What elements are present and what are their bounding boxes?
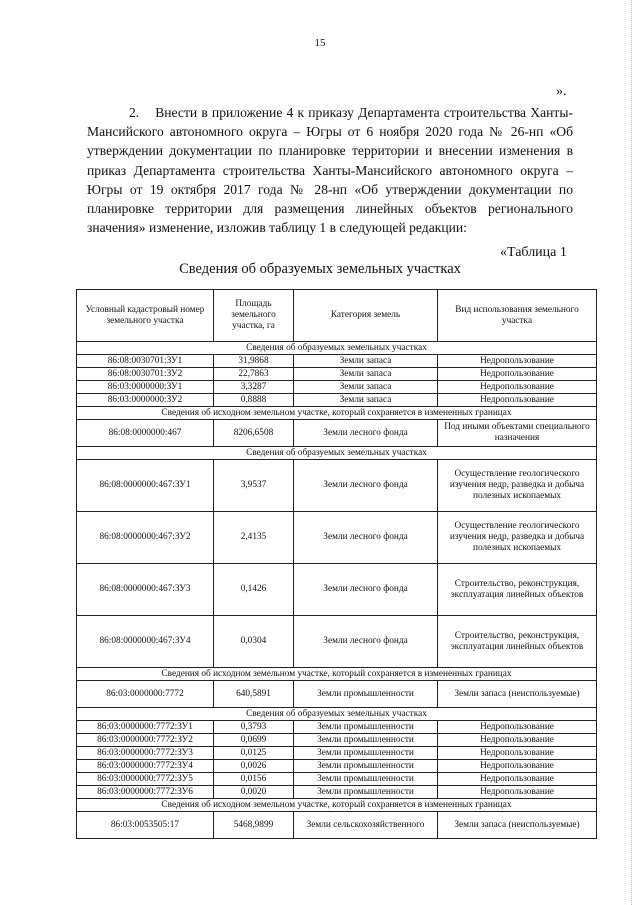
cell-cadastral-number: 86:08:0000000:467:ЗУ3 <box>77 564 214 616</box>
cell-land-category: Земли промышленности <box>294 734 438 747</box>
table-body <box>77 342 597 839</box>
header-area: Площадь земельного участка, га <box>214 290 294 342</box>
section-title: Сведения об исходном земельном участке, который сохраняется в измененных границах <box>77 799 597 812</box>
table-title: Сведения об образуемых земельных участках <box>179 261 461 277</box>
table-label: «Таблица 1 <box>500 245 567 260</box>
cell-cadastral-number: 86:03:0000000:7772:ЗУ5 <box>77 773 214 786</box>
cell-land-use: Осуществление геологического изучения недр, разведка и добыча полезных ископаемых <box>438 460 597 512</box>
cell-land-category: Земли лесного фонда <box>294 512 438 564</box>
cell-area: 31,9868 <box>214 355 294 368</box>
cell-area: 8206,6508 <box>214 420 294 447</box>
table-row <box>77 734 597 747</box>
cell-area: 0,3793 <box>214 721 294 734</box>
table-row <box>77 616 597 668</box>
cell-area: 22,7863 <box>214 368 294 381</box>
cell-land-category: Земли запаса <box>294 381 438 394</box>
cell-land-use: Осуществление геологического изучения недр, разведка и добыча полезных ископаемых <box>438 512 597 564</box>
cell-cadastral-number: 86:08:0000000:467:ЗУ1 <box>77 460 214 512</box>
land-plots-table-container <box>76 289 596 839</box>
table-row <box>77 721 597 734</box>
cell-land-category: Земли промышленности <box>294 681 438 708</box>
section-title: Сведения об образуемых земельных участках <box>77 342 597 355</box>
cell-land-use: Строительство, реконструкция, эксплуатация линейных объектов <box>438 616 597 668</box>
section-title: Сведения об исходном земельном участке, который сохраняется в измененных границах <box>77 407 597 420</box>
section-title: Сведения об образуемых земельных участках <box>77 708 597 721</box>
body-paragraph <box>87 103 573 237</box>
table-row <box>77 681 597 708</box>
cell-land-use: Земли запаса (неиспользуемые) <box>438 681 597 708</box>
cell-area: 5468,9899 <box>214 812 294 839</box>
cell-area: 640,5891 <box>214 681 294 708</box>
table-row <box>77 812 597 839</box>
cell-land-use: Недропользование <box>438 734 597 747</box>
table-row <box>77 564 597 616</box>
cell-cadastral-number: 86:03:0000000:7772:ЗУ3 <box>77 747 214 760</box>
cell-land-category: Земли запаса <box>294 368 438 381</box>
cell-land-use: Под иными объектами специального назначения <box>438 420 597 447</box>
cell-land-use: Строительство, реконструкция, эксплуатация линейных объектов <box>438 564 597 616</box>
cell-land-category: Земли запаса <box>294 355 438 368</box>
table-row <box>77 381 597 394</box>
cell-cadastral-number: 86:03:0000000:7772:ЗУ2 <box>77 734 214 747</box>
table-row <box>77 394 597 407</box>
cell-cadastral-number: 86:03:0000000:7772 <box>77 681 214 708</box>
page-edge-line <box>630 0 632 905</box>
cell-land-category: Земли лесного фонда <box>294 460 438 512</box>
cell-cadastral-number: 86:03:0000000:7772:ЗУ4 <box>77 760 214 773</box>
section-header-row <box>77 447 597 460</box>
cell-area: 0,0699 <box>214 734 294 747</box>
paragraph-number: 2. <box>129 105 140 120</box>
cell-area: 0,0125 <box>214 747 294 760</box>
cell-cadastral-number: 86:08:0030701:ЗУ2 <box>77 368 214 381</box>
table-row <box>77 512 597 564</box>
cell-land-use: Недропользование <box>438 747 597 760</box>
cell-area: 0,0304 <box>214 616 294 668</box>
cell-cadastral-number: 86:08:0000000:467:ЗУ2 <box>77 512 214 564</box>
cell-cadastral-number: 86:03:0000000:7772:ЗУ6 <box>77 786 214 799</box>
cell-land-category: Земли лесного фонда <box>294 420 438 447</box>
header-cadastral-number: Условный кадастровый номер земельного участка <box>77 290 214 342</box>
cell-land-use: Недропользование <box>438 394 597 407</box>
cell-cadastral-number: 86:03:0053505:17 <box>77 812 214 839</box>
land-plots-table <box>76 289 597 839</box>
table-row <box>77 368 597 381</box>
section-header-row <box>77 342 597 355</box>
cell-land-category: Земли лесного фонда <box>294 564 438 616</box>
cell-area: 3,9537 <box>214 460 294 512</box>
cell-land-use: Недропользование <box>438 355 597 368</box>
table-row <box>77 747 597 760</box>
cell-land-use: Недропользование <box>438 773 597 786</box>
cell-cadastral-number: 86:08:0000000:467:ЗУ4 <box>77 616 214 668</box>
paragraph-text: Внести в приложение 4 к приказу Департамента строительства Ханты-Мансийского автономного округа – Югры от 6 ноября 2020 года № 26-нп «Об утверждении документации по планировке территории и внесении изменения в приказ Департамента строительства Ханты-Мансийского автономного округа – Югры от 19 октября 2017 года № 28-нп «Об утверждении документации по планировке территории для размещения линейных объектов регионального значения» изменение, изложив таблицу 1 в следующей редакции: <box>87 105 573 236</box>
cell-land-use: Недропользование <box>438 381 597 394</box>
table-row <box>77 460 597 512</box>
cell-area: 0,0026 <box>214 760 294 773</box>
section-header-row <box>77 668 597 681</box>
cell-area: 3,3287 <box>214 381 294 394</box>
page-number: 15 <box>314 37 326 49</box>
cell-land-category: Земли лесного фонда <box>294 616 438 668</box>
cell-area: 0,0020 <box>214 786 294 799</box>
cell-area: 0,0156 <box>214 773 294 786</box>
table-row <box>77 760 597 773</box>
table-row <box>77 773 597 786</box>
cell-area: 2,4135 <box>214 512 294 564</box>
table-row <box>77 786 597 799</box>
section-title: Сведения об образуемых земельных участках <box>77 447 597 460</box>
header-land-use: Вид использования земельного участка <box>438 290 597 342</box>
cell-land-category: Земли сельскохозяйственного <box>294 812 438 839</box>
section-header-row <box>77 407 597 420</box>
cell-land-category: Земли промышленности <box>294 760 438 773</box>
cell-land-category: Земли промышленности <box>294 786 438 799</box>
cell-area: 0,1426 <box>214 564 294 616</box>
cell-land-use: Земли запаса (неиспользуемые) <box>438 812 597 839</box>
cell-land-category: Земли промышленности <box>294 721 438 734</box>
header-land-category: Категория земель <box>294 290 438 342</box>
cell-land-use: Недропользование <box>438 786 597 799</box>
table-header-row <box>77 290 597 342</box>
cell-area: 0,8888 <box>214 394 294 407</box>
cell-cadastral-number: 86:03:0000000:ЗУ2 <box>77 394 214 407</box>
cell-land-use: Недропользование <box>438 368 597 381</box>
cell-cadastral-number: 86:03:0000000:7772:ЗУ1 <box>77 721 214 734</box>
table-row <box>77 355 597 368</box>
cell-land-category: Земли промышленности <box>294 773 438 786</box>
cell-cadastral-number: 86:03:0000000:ЗУ1 <box>77 381 214 394</box>
cell-land-category: Земли запаса <box>294 394 438 407</box>
cell-cadastral-number: 86:08:0000000:467 <box>77 420 214 447</box>
table-row <box>77 420 597 447</box>
cell-cadastral-number: 86:08:0030701:ЗУ1 <box>77 355 214 368</box>
section-header-row <box>77 708 597 721</box>
cell-land-use: Недропользование <box>438 760 597 773</box>
closing-quote: ». <box>556 84 567 99</box>
section-title: Сведения об исходном земельном участке, который сохраняется в измененных границах <box>77 668 597 681</box>
cell-land-category: Земли промышленности <box>294 747 438 760</box>
cell-land-use: Недропользование <box>438 721 597 734</box>
section-header-row <box>77 799 597 812</box>
